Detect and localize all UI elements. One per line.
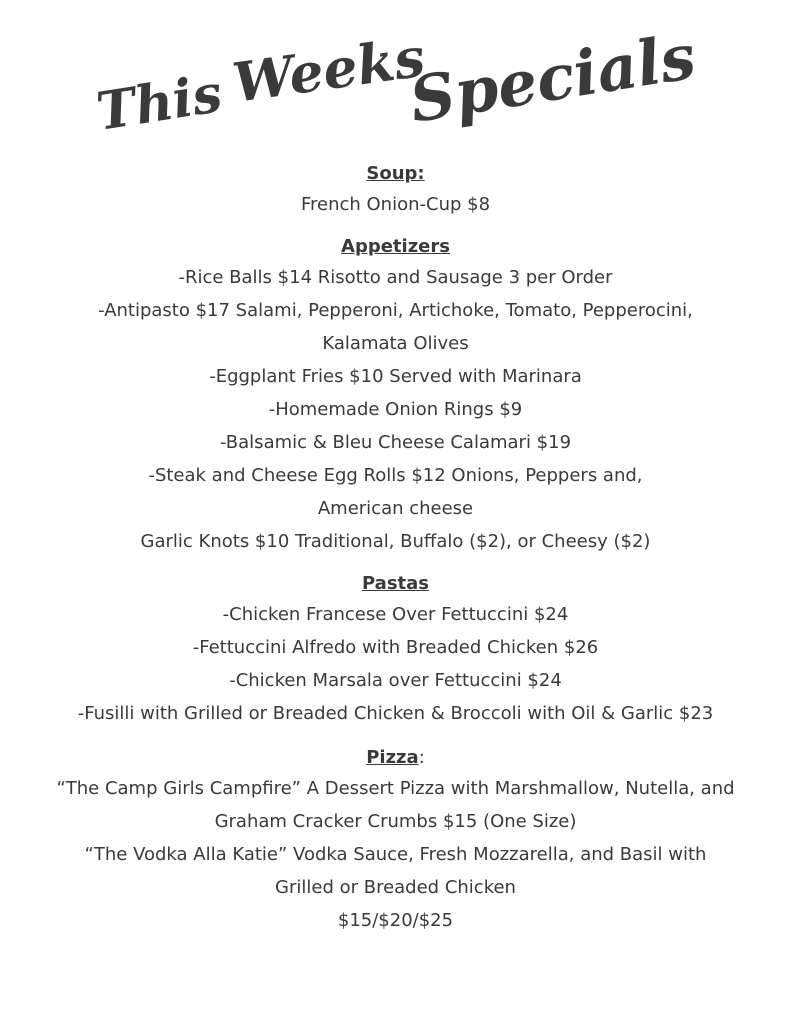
menu-body — [0, 160, 791, 947]
menu-item: “The Camp Girls Campfire” A Dessert Pizza with Marshmallow, Nutella, and — [56, 778, 735, 799]
section-appetizers — [0, 233, 791, 558]
section-pizza — [0, 744, 791, 937]
menu-item: French Onion-Cup $8 — [300, 194, 491, 215]
menu-item: American cheese — [317, 498, 474, 519]
section-heading-pizza-word: Pizza — [366, 747, 419, 768]
menu-item: Garlic Knots $10 Traditional, Buffalo ($2), or Cheesy ($2) — [140, 531, 651, 552]
menu-item: Grilled or Breaded Chicken — [275, 877, 516, 898]
section-heading-soup: Soup: — [366, 163, 425, 184]
menu-item: Graham Cracker Crumbs $15 (One Size) — [214, 811, 577, 832]
page-title — [92, 19, 701, 160]
section-heading-pastas: Pastas — [361, 573, 430, 594]
menu-item: -Eggplant Fries $10 Served with Marinara — [209, 366, 582, 387]
menu-item: -Fusilli with Grilled or Breaded Chicken & Broccoli with Oil & Garlic $23 — [77, 703, 714, 724]
section-heading-pizza-colon: : — [418, 747, 425, 768]
menu-item: -Fettuccini Alfredo with Breaded Chicken $26 — [192, 637, 599, 658]
title-word-this: This — [92, 62, 227, 143]
section-heading-appetizers: Appetizers — [341, 236, 450, 257]
page-title-graphic — [92, 19, 701, 160]
title-word-specials: Specials — [404, 19, 701, 137]
menu-item: -Homemade Onion Rings $9 — [268, 399, 523, 420]
menu-item: -Chicken Francese Over Fettuccini $24 — [222, 604, 569, 625]
menu-item: -Chicken Marsala over Fettuccini $24 — [229, 670, 562, 691]
title-word-weeks: Weeks — [228, 24, 429, 115]
menu-item: “The Vodka Alla Katie” Vodka Sauce, Fresh Mozzarella, and Basil with — [84, 844, 707, 865]
menu-item: Kalamata Olives — [322, 333, 469, 354]
section-pastas — [0, 570, 791, 730]
menu-item: -Balsamic & Bleu Cheese Calamari $19 — [219, 432, 572, 453]
section-soup — [0, 160, 791, 221]
menu-item: -Steak and Cheese Egg Rolls $12 Onions, Peppers and, — [148, 465, 643, 486]
menu-item: -Rice Balls $14 Risotto and Sausage 3 per Order — [178, 267, 613, 288]
menu-item: -Antipasto $17 Salami, Pepperoni, Artichoke, Tomato, Pepperocini, — [98, 300, 693, 321]
section-heading-pizza — [0, 744, 791, 772]
menu-item: $15/$20/$25 — [337, 910, 454, 931]
